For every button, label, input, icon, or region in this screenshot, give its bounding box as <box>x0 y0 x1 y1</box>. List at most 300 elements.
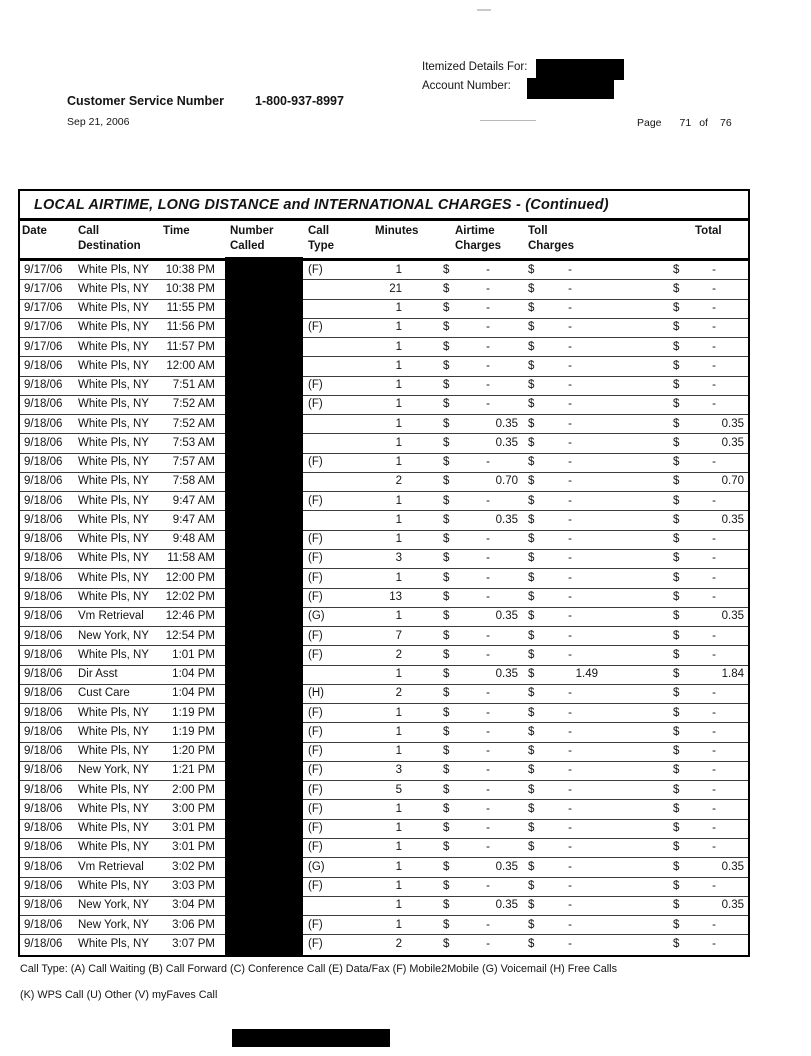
cell-toll-currency: $ <box>528 494 535 507</box>
cell-minutes: 1 <box>395 899 402 912</box>
cell-total-currency: $ <box>673 302 680 315</box>
table-row <box>20 935 748 954</box>
cell-total: - <box>712 841 716 854</box>
cell-call-destination: White Pls, NY <box>78 648 149 661</box>
cell-time: 9:48 AM <box>172 533 215 546</box>
cell-airtime-charges: 0.35 <box>495 668 518 681</box>
scan-artifact-line <box>480 120 536 121</box>
cell-minutes: 1 <box>395 725 402 738</box>
cell-airtime-currency: $ <box>443 494 450 507</box>
cell-date: 9/18/06 <box>24 764 63 777</box>
cell-date: 9/18/06 <box>24 937 63 950</box>
cell-date: 9/18/06 <box>24 745 63 758</box>
cell-airtime-currency: $ <box>443 475 450 488</box>
cell-toll-charges: - <box>568 456 572 469</box>
cell-call-destination: White Pls, NY <box>78 282 149 295</box>
cell-toll-currency: $ <box>528 340 535 353</box>
cell-time: 3:03 PM <box>172 880 215 892</box>
cell-total: 0.70 <box>721 475 744 488</box>
cell-airtime-charges: - <box>486 880 490 892</box>
cell-toll-charges: - <box>568 533 572 546</box>
cell-total-currency: $ <box>673 475 680 488</box>
cell-call-type: (F) <box>308 802 323 815</box>
cell-call-type: (F) <box>308 841 323 854</box>
cell-date: 9/18/06 <box>24 822 63 835</box>
cell-toll-currency: $ <box>528 725 535 738</box>
cell-toll-currency: $ <box>528 436 535 449</box>
cell-toll-charges: - <box>568 937 572 950</box>
cell-airtime-charges: - <box>486 359 490 372</box>
cell-airtime-currency: $ <box>443 436 450 449</box>
table-row <box>20 704 748 723</box>
cell-date: 9/18/06 <box>24 398 63 411</box>
cell-toll-currency: $ <box>528 398 535 411</box>
cell-total: - <box>712 494 716 507</box>
cell-total-currency: $ <box>673 379 680 392</box>
cell-toll-charges: - <box>568 706 572 719</box>
cell-toll-charges: - <box>568 648 572 661</box>
cell-toll-currency: $ <box>528 937 535 950</box>
cell-call-type: (F) <box>308 745 323 758</box>
cell-airtime-currency: $ <box>443 398 450 411</box>
cell-call-type: (F) <box>308 937 323 950</box>
cell-toll-charges: - <box>568 629 572 642</box>
cell-toll-charges: - <box>568 398 572 411</box>
cell-total: 0.35 <box>721 610 744 623</box>
cell-toll-charges: - <box>568 860 572 873</box>
cell-total: - <box>712 302 716 315</box>
cell-toll-charges: - <box>568 359 572 372</box>
cell-airtime-currency: $ <box>443 302 450 315</box>
cell-airtime-charges: - <box>486 340 490 353</box>
cell-call-destination: Cust Care <box>78 687 130 700</box>
cell-total-currency: $ <box>673 648 680 661</box>
cell-airtime-charges: - <box>486 822 490 835</box>
cell-call-type: (F) <box>308 494 323 507</box>
cell-toll-charges: - <box>568 282 572 295</box>
table-row <box>20 878 748 897</box>
cell-call-destination: Dir Asst <box>78 668 118 681</box>
cell-airtime-charges: - <box>486 764 490 777</box>
redaction-box-itemized-details <box>536 59 624 80</box>
cell-time: 3:01 PM <box>172 841 215 854</box>
cell-toll-currency: $ <box>528 591 535 604</box>
cell-toll-charges: - <box>568 513 572 526</box>
page-count: 76 <box>719 117 732 129</box>
cell-call-type: (F) <box>308 822 323 835</box>
cell-call-destination: White Pls, NY <box>78 513 149 526</box>
cell-airtime-currency: $ <box>443 648 450 661</box>
cell-date: 9/18/06 <box>24 880 63 892</box>
cell-toll-charges: - <box>568 552 572 565</box>
cell-airtime-charges: - <box>486 783 490 796</box>
column-header-total: Total <box>695 225 722 237</box>
cell-call-destination: New York, NY <box>78 629 149 642</box>
cell-total: - <box>712 918 716 931</box>
cell-toll-currency: $ <box>528 687 535 700</box>
cell-call-type: (G) <box>308 610 325 623</box>
table-row <box>20 916 748 935</box>
cell-time: 7:58 AM <box>172 475 215 488</box>
cell-total-currency: $ <box>673 417 680 430</box>
cell-toll-charges: - <box>568 321 572 334</box>
cell-total: 0.35 <box>721 513 744 526</box>
cell-toll-charges: - <box>568 302 572 315</box>
cell-time: 3:06 PM <box>172 918 215 931</box>
cell-total: - <box>712 648 716 661</box>
cell-time: 11:55 PM <box>166 302 215 315</box>
cell-minutes: 1 <box>395 745 402 758</box>
cell-call-destination: White Pls, NY <box>78 321 149 334</box>
cell-total-currency: $ <box>673 841 680 854</box>
cell-minutes: 1 <box>395 571 402 584</box>
cell-airtime-charges: - <box>486 282 490 295</box>
cell-call-destination: White Pls, NY <box>78 359 149 372</box>
cell-total: - <box>712 398 716 411</box>
cell-minutes: 5 <box>395 783 402 796</box>
cell-airtime-charges: - <box>486 745 490 758</box>
cell-toll-charges: - <box>568 802 572 815</box>
cell-toll-currency: $ <box>528 918 535 931</box>
cell-toll-currency: $ <box>528 610 535 623</box>
cell-date: 9/17/06 <box>24 340 63 353</box>
cell-call-type: (F) <box>308 918 323 931</box>
cell-airtime-currency: $ <box>443 918 450 931</box>
cell-minutes: 21 <box>389 282 402 295</box>
cell-airtime-charges: 0.35 <box>495 860 518 873</box>
cell-call-destination: White Pls, NY <box>78 475 149 488</box>
cell-total: - <box>712 745 716 758</box>
cell-minutes: 1 <box>395 417 402 430</box>
cell-call-destination: White Pls, NY <box>78 822 149 835</box>
table-row <box>20 377 748 396</box>
cell-date: 9/18/06 <box>24 725 63 738</box>
cell-airtime-currency: $ <box>443 841 450 854</box>
cell-total-currency: $ <box>673 436 680 449</box>
table-row <box>20 897 748 916</box>
table-row <box>20 839 748 858</box>
cell-total-currency: $ <box>673 359 680 372</box>
cell-date: 9/18/06 <box>24 860 63 873</box>
cell-minutes: 1 <box>395 321 402 334</box>
cell-time: 12:00 AM <box>166 359 215 372</box>
charges-table <box>18 189 750 957</box>
cell-call-type: (G) <box>308 860 325 873</box>
table-row <box>20 800 748 819</box>
redaction-column-number-called <box>225 257 303 956</box>
cell-time: 3:02 PM <box>172 860 215 873</box>
cell-airtime-currency: $ <box>443 417 450 430</box>
cell-minutes: 2 <box>395 687 402 700</box>
call-type-legend-line1: Call Type: (A) Call Waiting (B) Call Forward (C) Conference Call (E) Data/Fax (F) Mobile2Mobile (G) Voicemail (H) Free Calls <box>20 963 617 975</box>
cell-airtime-charges: - <box>486 706 490 719</box>
cell-total: - <box>712 379 716 392</box>
cell-toll-currency: $ <box>528 802 535 815</box>
cell-time: 3:01 PM <box>172 822 215 835</box>
cell-date: 9/17/06 <box>24 321 63 334</box>
cell-total-currency: $ <box>673 533 680 546</box>
cell-airtime-currency: $ <box>443 533 450 546</box>
cell-total: 1.84 <box>721 668 744 681</box>
cell-total: - <box>712 822 716 835</box>
cell-airtime-charges: - <box>486 494 490 507</box>
table-row <box>20 608 748 627</box>
cell-time: 1:01 PM <box>172 648 215 661</box>
cell-toll-charges: - <box>568 340 572 353</box>
cell-total-currency: $ <box>673 802 680 815</box>
cell-date: 9/18/06 <box>24 918 63 931</box>
cell-date: 9/18/06 <box>24 629 63 642</box>
cell-date: 9/18/06 <box>24 436 63 449</box>
cell-call-destination: White Pls, NY <box>78 417 149 430</box>
cell-total: 0.35 <box>721 899 744 912</box>
cell-total-currency: $ <box>673 764 680 777</box>
cell-date: 9/18/06 <box>24 610 63 623</box>
cell-call-destination: White Pls, NY <box>78 302 149 315</box>
table-row <box>20 396 748 415</box>
cell-date: 9/18/06 <box>24 417 63 430</box>
cell-total: - <box>712 880 716 892</box>
cell-airtime-currency: $ <box>443 359 450 372</box>
cell-toll-currency: $ <box>528 359 535 372</box>
customer-service-label: Customer Service Number <box>67 94 225 108</box>
cell-call-destination: White Pls, NY <box>78 725 149 738</box>
cell-call-type: (F) <box>308 571 323 584</box>
cell-time: 7:52 AM <box>172 398 215 411</box>
customer-service-number: 1-800-937-8997 <box>255 94 344 108</box>
cell-toll-currency: $ <box>528 379 535 392</box>
cell-total-currency: $ <box>673 725 680 738</box>
column-header-call-destination: Call Destination <box>78 225 141 252</box>
cell-date: 9/18/06 <box>24 456 63 469</box>
cell-time: 1:04 PM <box>172 668 215 681</box>
cell-airtime-currency: $ <box>443 687 450 700</box>
cell-call-destination: New York, NY <box>78 764 149 777</box>
cell-time: 11:57 PM <box>166 340 215 353</box>
cell-call-type: (F) <box>308 648 323 661</box>
cell-airtime-currency: $ <box>443 629 450 642</box>
cell-total: - <box>712 764 716 777</box>
cell-time: 1:21 PM <box>172 764 215 777</box>
cell-date: 9/18/06 <box>24 687 63 700</box>
cell-airtime-charges: 0.35 <box>495 513 518 526</box>
cell-call-type: (F) <box>308 398 323 411</box>
cell-minutes: 1 <box>395 822 402 835</box>
cell-airtime-charges: - <box>486 802 490 815</box>
cell-call-destination: White Pls, NY <box>78 937 149 950</box>
cell-call-type: (F) <box>308 379 323 392</box>
statement-date: Sep 21, 2006 <box>67 116 130 128</box>
cell-airtime-currency: $ <box>443 321 450 334</box>
table-row <box>20 858 748 877</box>
cell-toll-charges: - <box>568 475 572 488</box>
cell-time: 9:47 AM <box>172 513 215 526</box>
table-row <box>20 589 748 608</box>
table-row <box>20 338 748 357</box>
cell-toll-currency: $ <box>528 282 535 295</box>
cell-time: 1:19 PM <box>172 706 215 719</box>
cell-airtime-charges: - <box>486 571 490 584</box>
cell-date: 9/18/06 <box>24 591 63 604</box>
table-row <box>20 569 748 588</box>
cell-airtime-charges: - <box>486 263 490 276</box>
cell-call-destination: White Pls, NY <box>78 783 149 796</box>
cell-total: - <box>712 591 716 604</box>
cell-call-type: (F) <box>308 783 323 796</box>
table-row <box>20 280 748 299</box>
cell-total: - <box>712 533 716 546</box>
cell-date: 9/18/06 <box>24 783 63 796</box>
table-row <box>20 627 748 646</box>
cell-date: 9/18/06 <box>24 648 63 661</box>
cell-call-destination: Vm Retrieval <box>78 860 144 873</box>
table-row <box>20 454 748 473</box>
cell-toll-currency: $ <box>528 417 535 430</box>
cell-toll-currency: $ <box>528 533 535 546</box>
table-body <box>20 261 748 955</box>
cell-toll-charges: - <box>568 610 572 623</box>
page-of-label: of <box>699 117 708 129</box>
cell-total-currency: $ <box>673 860 680 873</box>
cell-toll-charges: - <box>568 591 572 604</box>
cell-call-destination: White Pls, NY <box>78 398 149 411</box>
cell-date: 9/18/06 <box>24 841 63 854</box>
cell-airtime-charges: 0.70 <box>495 475 518 488</box>
cell-time: 7:51 AM <box>172 379 215 392</box>
cell-airtime-charges: - <box>486 629 490 642</box>
cell-call-type: (H) <box>308 687 324 700</box>
cell-call-type: (F) <box>308 456 323 469</box>
cell-airtime-currency: $ <box>443 745 450 758</box>
cell-airtime-currency: $ <box>443 802 450 815</box>
cell-total-currency: $ <box>673 513 680 526</box>
table-row <box>20 434 748 453</box>
cell-call-destination: White Pls, NY <box>78 841 149 854</box>
cell-total-currency: $ <box>673 899 680 912</box>
column-header-date: Date <box>22 225 47 237</box>
cell-total-currency: $ <box>673 745 680 758</box>
cell-time: 3:07 PM <box>172 937 215 950</box>
cell-total: - <box>712 282 716 295</box>
cell-call-destination: White Pls, NY <box>78 880 149 892</box>
cell-minutes: 13 <box>389 591 402 604</box>
cell-call-destination: White Pls, NY <box>78 436 149 449</box>
cell-call-type: (F) <box>308 591 323 604</box>
cell-total: - <box>712 552 716 565</box>
table-row <box>20 300 748 319</box>
cell-airtime-charges: - <box>486 379 490 392</box>
cell-call-destination: New York, NY <box>78 899 149 912</box>
cell-time: 12:02 PM <box>165 591 215 604</box>
cell-total-currency: $ <box>673 571 680 584</box>
cell-airtime-charges: - <box>486 456 490 469</box>
cell-total-currency: $ <box>673 687 680 700</box>
cell-airtime-charges: 0.35 <box>495 610 518 623</box>
cell-toll-currency: $ <box>528 552 535 565</box>
cell-time: 11:56 PM <box>166 321 215 334</box>
column-header-number-called: Number Called <box>230 225 274 252</box>
cell-airtime-charges: - <box>486 591 490 604</box>
cell-minutes: 1 <box>395 860 402 873</box>
cell-toll-currency: $ <box>528 899 535 912</box>
cell-date: 9/18/06 <box>24 552 63 565</box>
cell-total-currency: $ <box>673 668 680 681</box>
table-row <box>20 646 748 665</box>
cell-toll-currency: $ <box>528 648 535 661</box>
cell-date: 9/18/06 <box>24 533 63 546</box>
cell-total-currency: $ <box>673 552 680 565</box>
cell-airtime-currency: $ <box>443 513 450 526</box>
table-row <box>20 531 748 550</box>
cell-toll-charges: - <box>568 494 572 507</box>
cell-airtime-currency: $ <box>443 706 450 719</box>
cell-date: 9/18/06 <box>24 571 63 584</box>
cell-airtime-currency: $ <box>443 668 450 681</box>
table-row <box>20 415 748 434</box>
cell-airtime-charges: - <box>486 918 490 931</box>
table-row <box>20 357 748 376</box>
cell-total: 0.35 <box>721 417 744 430</box>
cell-total-currency: $ <box>673 282 680 295</box>
cell-toll-currency: $ <box>528 668 535 681</box>
cell-total-currency: $ <box>673 822 680 835</box>
cell-time: 7:57 AM <box>172 456 215 469</box>
cell-total-currency: $ <box>673 321 680 334</box>
column-header-airtime-charges: Airtime Charges <box>455 225 502 252</box>
cell-total-currency: $ <box>673 610 680 623</box>
cell-date: 9/18/06 <box>24 513 63 526</box>
cell-toll-currency: $ <box>528 513 535 526</box>
cell-toll-charges: - <box>568 918 572 931</box>
cell-minutes: 1 <box>395 706 402 719</box>
cell-call-type: (F) <box>308 706 323 719</box>
cell-minutes: 7 <box>395 629 402 642</box>
cell-time: 1:20 PM <box>172 745 215 758</box>
table-row <box>20 820 748 839</box>
cell-total: - <box>712 456 716 469</box>
cell-minutes: 1 <box>395 398 402 411</box>
cell-total-currency: $ <box>673 591 680 604</box>
cell-airtime-currency: $ <box>443 340 450 353</box>
table-row <box>20 492 748 511</box>
cell-toll-currency: $ <box>528 456 535 469</box>
cell-call-type: (F) <box>308 552 323 565</box>
cell-minutes: 1 <box>395 668 402 681</box>
table-row <box>20 666 748 685</box>
cell-toll-charges: 1.49 <box>575 668 598 681</box>
cell-toll-currency: $ <box>528 629 535 642</box>
cell-airtime-currency: $ <box>443 571 450 584</box>
cell-toll-currency: $ <box>528 783 535 796</box>
cell-total-currency: $ <box>673 937 680 950</box>
cell-airtime-currency: $ <box>443 937 450 950</box>
cell-call-destination: White Pls, NY <box>78 379 149 392</box>
cell-total: - <box>712 321 716 334</box>
cell-total-currency: $ <box>673 340 680 353</box>
cell-date: 9/18/06 <box>24 379 63 392</box>
cell-total: 0.35 <box>721 436 744 449</box>
cell-time: 3:00 PM <box>172 802 215 815</box>
cell-minutes: 1 <box>395 494 402 507</box>
cell-toll-charges: - <box>568 822 572 835</box>
itemized-details-label: Itemized Details For: <box>422 61 528 73</box>
page-label: Page <box>637 117 662 129</box>
cell-call-destination: Vm Retrieval <box>78 610 144 623</box>
cell-total-currency: $ <box>673 398 680 411</box>
cell-date: 9/17/06 <box>24 263 63 276</box>
cell-call-destination: White Pls, NY <box>78 494 149 507</box>
cell-total: - <box>712 802 716 815</box>
